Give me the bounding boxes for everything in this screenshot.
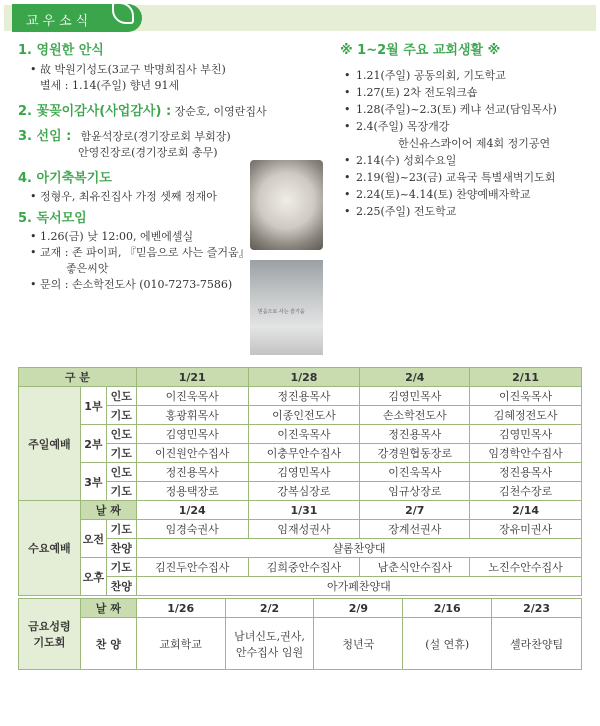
list-item: • 1.27(토) 2차 전도워크숍 xyxy=(340,84,595,101)
list-item: • 1.21(주일) 공동의회, 기도학교 xyxy=(340,67,595,84)
list-item: • 2.4(주일) 목장개강 xyxy=(340,118,595,135)
list-item: • 1.28(주일)~2.3(토) 케냐 선교(담임목사) xyxy=(340,101,595,118)
book-cover-image: 믿음으로 사는 즐거움 xyxy=(250,260,323,355)
list-item: • 2.24(토)~4.14(토) 찬양예배자학교 xyxy=(340,186,595,203)
notice-5: 5. 독서모임 • 1.26(금) 낮 12:00, 에벤에셀실 • 교재 : 존 파이퍼, 『믿음으로 사는 즐거움』 좋은씨앗 • 문의 : 손소학전도사 (010-7273-7586) xyxy=(18,210,250,293)
notice-1: 1. 영원한 안식 • 故 박원기성도(3교구 박명희집사 부친) 별세 : 1.14(주일) 향년 91세 xyxy=(18,42,226,94)
list-subitem: 한신유스콰이어 제4회 정기공연 xyxy=(398,137,551,150)
notice-2: 2. 꽃꽂이감사(사업감사) : 장순호, 이영란집사 xyxy=(18,104,267,119)
baby-photo xyxy=(250,160,323,250)
list-item: • 2.14(수) 성회수요일 xyxy=(340,152,595,169)
list-item: • 2.25(주일) 전도학교 xyxy=(340,203,595,220)
friday-prayer-table: 금요성령 기도회 날 짜 1/26 2/2 2/9 2/16 2/23 찬 양 교회학교 남녀신도,권사, 안수집사 임원 청년국 (설 연휴) 셀라찬양팀 xyxy=(18,598,582,670)
section-title: 교우소식 xyxy=(26,14,93,29)
worship-schedule-table: 구 분 1/21 1/28 2/4 2/11 주일예배 1부 인도 이진욱목사 정진용목사 김영민목사 이진욱목사 기도 홍광휘목사 이종인전도사 손소학전도사 김혜정전도사 2부 인도 김영민목사 이진욱목사 정진용목사 김영민목사 기도 이진원안수집사 이충무안수집사 강경원협동장로 임경학안수집사 3부 인도 정진용목사 김영민목사 이진욱목사 정진용목사 기도 정용택장로 강복심장로 임규상장로 김천수장로 수요예배 날 짜 1/24 1/31 2/7 2/14 오전 기도 임경숙권사 임재성권사 장계선권사 장유미권사 찬양 샬롬찬양대 오후 기도 김진두안수집사 김희중안수집사 남춘식안수집사 노진수안수집사 찬양 아가페찬양대 xyxy=(18,367,582,596)
list-item: • 2.19(월)~23(금) 교육국 특별새벽기도회 xyxy=(340,169,595,186)
schedule-list: ※ 1~2월 주요 교회생활 ※ • 1.21(주일) 공동의회, 기도학교 • 1.27(토) 2차 전도워크숍 • 1.28(주일)~2.3(토) 케냐 선교(담임목사) • 2.4(주일) 목장개강 한신유스콰이어 제4회 정기공연 • 2.14(수) 성회수요일 • 2.19(월)~23(금) 교육국 특별새벽기도회 • 2.24(토)~4.14(토) 찬양예배자학교 • 2.25(주일) 전도학교 xyxy=(340,42,595,220)
notice-4: 4. 아기축복기도 • 정형우, 최유진집사 가정 셋째 정재아 xyxy=(18,170,217,205)
section-header xyxy=(0,0,600,30)
notice-3: 3. 선임 : 함윤석장로(경기장로회 부회장) 안영진장로(경기장로회 총무) xyxy=(18,129,231,159)
